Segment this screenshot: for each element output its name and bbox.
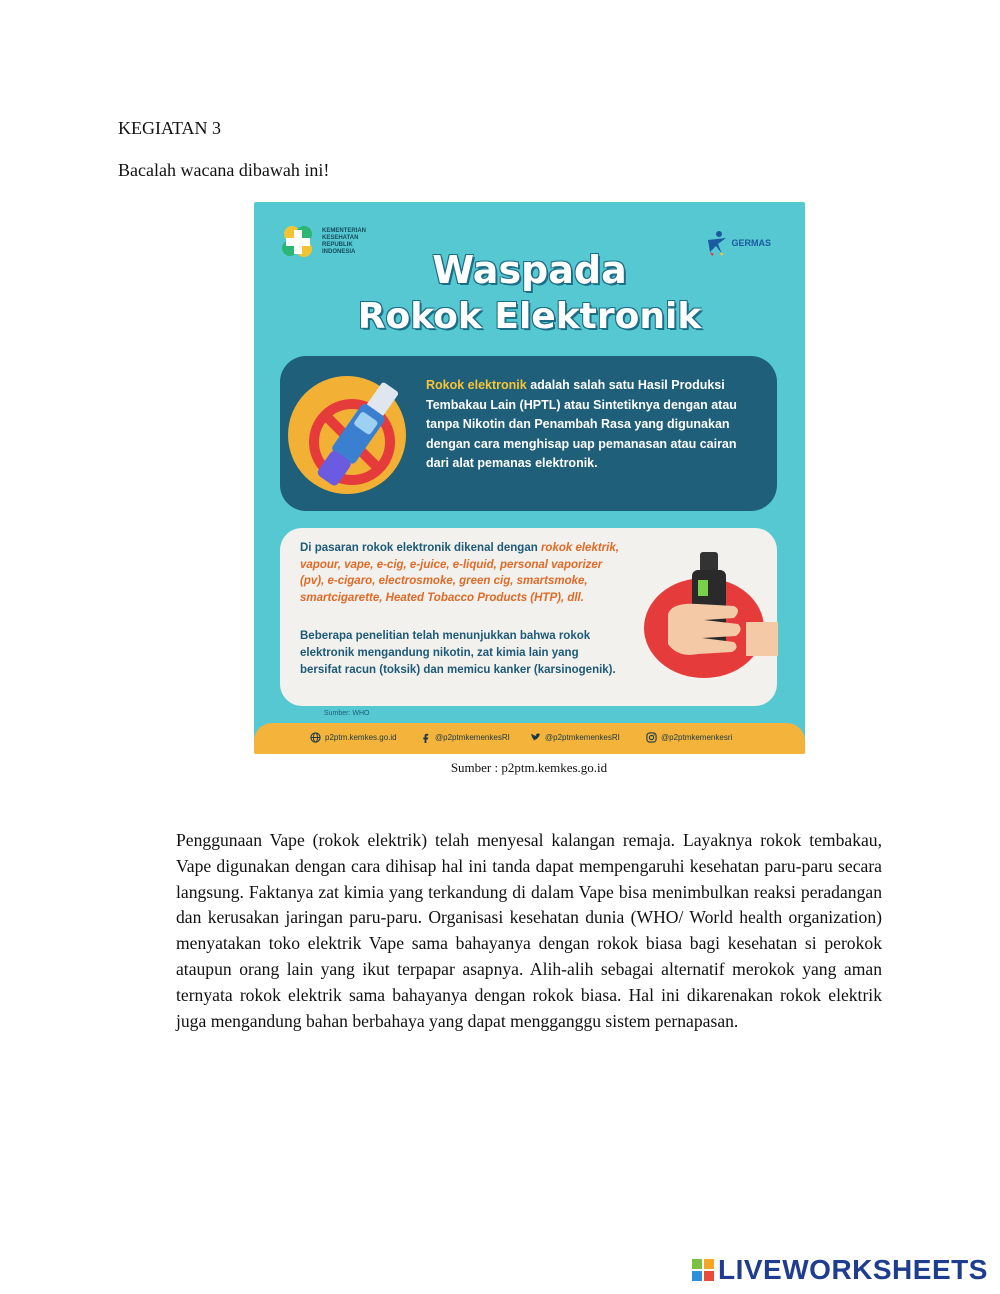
social-facebook (420, 732, 510, 743)
facebook-icon (420, 732, 431, 743)
reading-passage: Penggunaan Vape (rokok elektrik) telah menyesal kalangan remaja. Layaknya rokok tembakau, Vape digunakan dengan cara dihisap hal ini tanda dapat mempengaruhi kesehatan paru-paru secara langsung. Faktanya zat kimia yang terkandung di dalam Vape bisa menimbulkan reaksi peradangan dan kerusakan jaringan paru-paru. Organisasi kesehatan dunia (WHO/ World health organization) menyatakan toko elektrik Vape sama bahayanya dengan rokok biasa bagi kesehatan si perokok ataupun orang lain yang ikut terpapar asapnya. Alih-alih sebagai alternatif merokok yang aman ternyata rokok elektrik sama bahayanya dengan rokok biasa. Hal ini dikarenakan rokok elektrik juga mengandung bahan berbahaya yang dapat mengganggu sistem pernapasan. (176, 830, 882, 1031)
social-facebook-label: @p2ptmkemenkesRI (435, 733, 510, 742)
social-website (310, 732, 397, 743)
social-website-label: p2ptm.kemkes.go.id (325, 733, 397, 742)
liveworksheets-logo[interactable] (692, 1254, 988, 1286)
instruction-text: Bacalah wacana dibawah ini! (118, 160, 330, 180)
poster-source: Sumber: WHO (324, 710, 370, 717)
definition-box (280, 356, 777, 511)
ministry-name: KEMENTERIAN KESEHATAN REPUBLIK INDONESIA (322, 228, 367, 255)
twitter-icon (530, 732, 541, 743)
social-instagram-label: @p2ptmkemenkesri (661, 733, 733, 742)
germas-label: GERMAS (731, 238, 771, 248)
names-intro: Di pasaran rokok elektronik dikenal dengan (300, 542, 538, 554)
social-twitter-label: @p2ptmkemenkesRI (545, 733, 620, 742)
names-text (300, 540, 620, 606)
globe-icon (310, 732, 321, 743)
definition-text (426, 376, 762, 474)
poster-title-line2: Rokok Elektronik (357, 296, 702, 337)
liveworksheets-wordmark: LIVEWORKSHEETS (718, 1254, 988, 1285)
social-instagram (646, 732, 732, 743)
instagram-icon (646, 732, 657, 743)
social-twitter (530, 732, 620, 743)
definition-body: adalah salah satu Hasil Produksi Tembakau Lain (HPTL) atau Sintetiknya dengan atau tanpa Nikotin dan Penambah Rasa yang digunakan dengan cara menghisap uap pemanasan atau cairan dari alat pemanas elektronik. (426, 378, 737, 470)
definition-highlight: Rokok elektronik (426, 378, 527, 392)
poster-image (254, 202, 805, 754)
activity-heading: KEGIATAN 3 (118, 118, 222, 138)
no-vape-icon (300, 370, 410, 500)
names-box (280, 528, 777, 706)
research-text: Beberapa penelitian telah menunjukkan bahwa rokok elektronik mengandung nikotin, zat kimia lain yang bersifat racun (toksik) dan memicu kanker (karsinogenik). (300, 630, 616, 676)
poster-footer (254, 723, 805, 754)
poster-title-line1: Waspada (432, 248, 627, 292)
hand-vape-icon (638, 548, 778, 678)
image-caption: Sumber : p2ptm.kemkes.go.id (450, 760, 608, 775)
names-list: rokok elektrik, vapour, vape, e-cig, e-juice, e-liquid, personal vaporizer (pv), e-cigaro, electrosmoke, green cig, smartsmoke, smartcigarette, Heated Tobacco Products (HTP), dll. (300, 542, 619, 604)
liveworksheets-grid-icon (692, 1259, 714, 1281)
